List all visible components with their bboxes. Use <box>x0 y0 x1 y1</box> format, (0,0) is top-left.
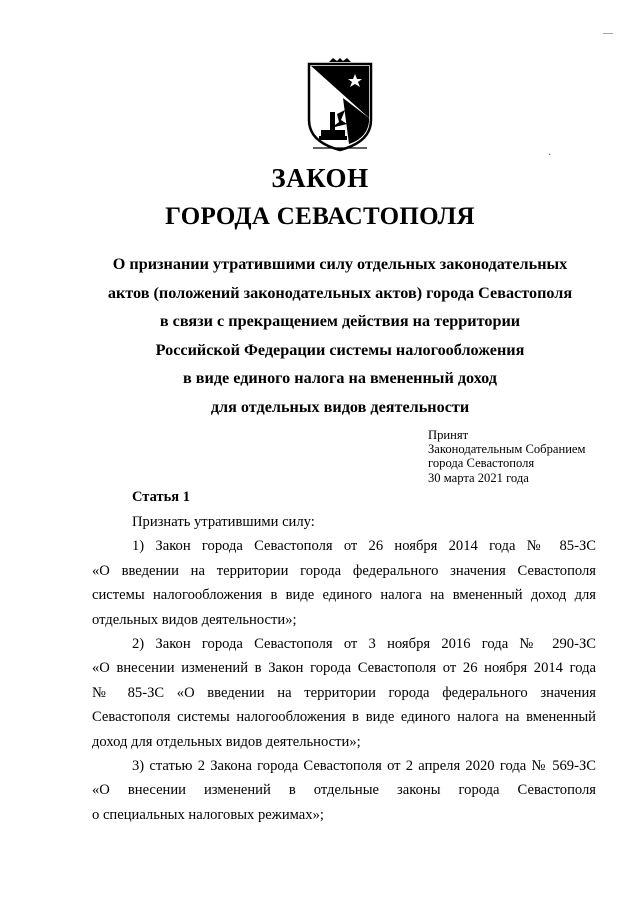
law-title-line: для отдельных видов деятельности <box>210 397 470 416</box>
coat-of-arms-icon <box>303 58 377 152</box>
item-line: 1) Закон города Севастополя от 26 ноября 2014 года № 85-ЗС <box>132 538 596 555</box>
item-line: 2) Закон города Севастополя от 3 ноября 2016 года № 290-ЗС <box>132 636 596 653</box>
adoption-note <box>428 428 586 485</box>
scan-speck: — <box>603 28 613 39</box>
item-line: «О внесении изменений в отдельные законы города Севастополя <box>92 782 596 799</box>
article-intro: Признать утратившими силу: <box>132 514 315 530</box>
law-title-line: в связи с прекращением действия на территории <box>159 312 521 331</box>
item-line: № 85-ЗС «О введении на территории города федерального значения <box>92 684 596 701</box>
scan-speck: · <box>548 150 552 161</box>
law-title-line: О признании утратившими силу отдельных законодательных <box>112 255 568 273</box>
adoption-line: города Севастополя <box>428 456 535 471</box>
adoption-line: Принят <box>428 428 469 442</box>
article-body <box>92 510 596 827</box>
law-title-line: в виде единого налога на вмененный доход <box>183 369 497 388</box>
item-line: Севастополя системы налогообложения в виде единого налога на вмененный <box>92 709 596 726</box>
item-line: системы налогообложения в виде единого налога на вмененный доход для <box>92 587 596 604</box>
adoption-line: Законодательным Собранием <box>428 442 586 457</box>
item-line: 3) статью 2 Закона города Севастополя от 2 апреля 2020 года № 569-ЗС <box>132 758 596 775</box>
adoption-date: 30 марта 2021 года <box>428 470 529 485</box>
law-title-line: актов (положений законодательных актов) города Севастополя <box>107 283 573 302</box>
document-title: ЗАКОН <box>271 163 369 193</box>
document-city: ГОРОДА СЕВАСТОПОЛЯ <box>165 203 475 230</box>
item-line: отдельных видов деятельности»; <box>92 611 297 628</box>
law-title-line: Российской Федерации системы налогообложения <box>155 340 525 359</box>
item-line: о специальных налоговых режимах»; <box>92 806 324 823</box>
item-line: «О внесении изменений в Закон города Севастополя от 26 ноября 2014 года <box>92 660 596 677</box>
item-line: доход для отдельных видов деятельности»; <box>92 733 361 750</box>
article-title: Статья 1 <box>132 489 190 505</box>
law-title <box>90 250 590 422</box>
item-line: «О введении на территории города федерального значения Севастополя <box>92 562 596 579</box>
